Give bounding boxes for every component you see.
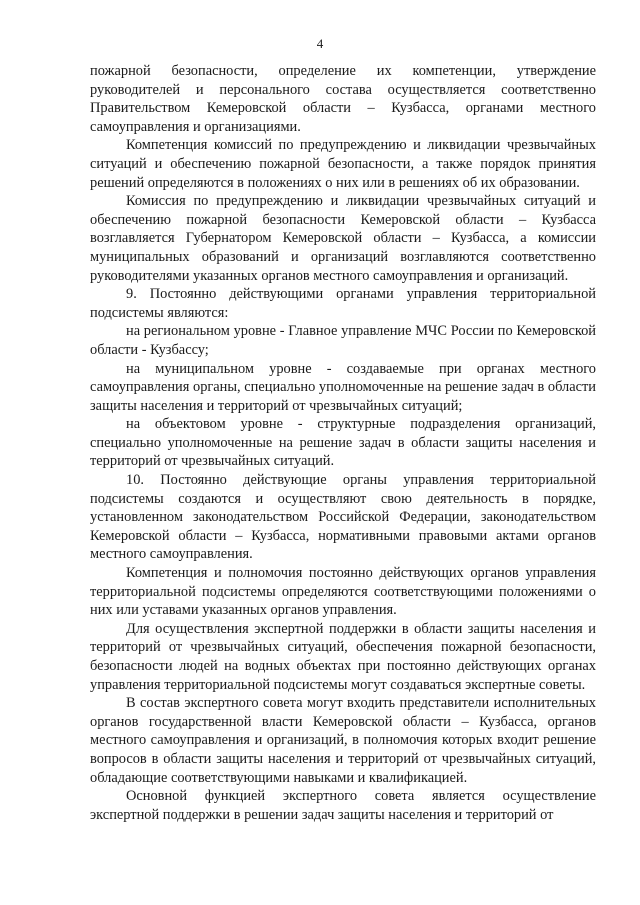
paragraph: 9. Постоянно действующими органами управления территориальной подсистемы являются: (90, 286, 596, 321)
paragraph: 10. Постоянно действующие органы управления территориальной подсистемы создаются и осуществляют свою деятельность в порядке, установленном законодательством Российской Федерации, законодательством Кемеровской области – Кузбасса, нормативными правовыми актами органов местного самоуправления. (90, 472, 596, 563)
paragraph: пожарной безопасности, определение их компетенции, утверждение руководителей и персонального состава осуществляется соответственно Правительством Кемеровской области – Кузбасса, органами местного самоуправления и организациями. (90, 63, 596, 135)
paragraph: на региональном уровне - Главное управление МЧС России по Кемеровской области - Кузбассу; (90, 323, 596, 358)
paragraph: Компетенция комиссий по предупреждению и ликвидации чрезвычайных ситуаций и обеспечению пожарной безопасности, а также порядок принятия решений определяются в положениях о них или в решениях об их образовании. (90, 137, 596, 191)
paragraph: Основной функцией экспертного совета является осуществление экспертной поддержки в решении задач защиты населения и территорий от (90, 788, 596, 823)
paragraph: В состав экспертного совета могут входить представители исполнительных органов государственной власти Кемеровской области – Кузбасса, органов местного самоуправления и организаций, в полномочия которых входит решение вопросов в области защиты населения и территорий от чрезвычайных ситуаций, обладающие соответствующими навыками и квалификацией. (90, 695, 596, 786)
paragraph: на муниципальном уровне - создаваемые при органах местного самоуправления органы, специально уполномоченные на решение задач в области защиты населения и территорий от чрезвычайных ситуаций; (90, 360, 596, 414)
paragraph: на объектовом уровне - структурные подразделения организаций, специально уполномоченные на решение задач в области защиты населения и территорий от чрезвычайных ситуаций. (90, 416, 596, 470)
paragraph: Компетенция и полномочия постоянно действующих органов управления территориальной подсистемы определяются соответствующими положениями о них или уставами указанных органов управления. (90, 565, 596, 619)
document-body (90, 62, 596, 824)
paragraph: Для осуществления экспертной поддержки в области защиты населения и территорий от чрезвычайных ситуаций, обеспечения пожарной безопасности, безопасности людей на водных объектах при постоянно действующих органах управления территориальной подсистемы могут создаваться экспертные советы. (90, 620, 596, 693)
page-number: 4 (316, 36, 324, 51)
paragraph: Комиссия по предупреждению и ликвидации чрезвычайных ситуаций и обеспечению пожарной безопасности Кемеровской области – Кузбасса возглавляется Губернатором Кемеровской области – Кузбасса, а комиссии муниципальных образований и организаций возглавляются соответственно руководителями указанных органов местного самоуправления и организаций. (90, 193, 596, 284)
